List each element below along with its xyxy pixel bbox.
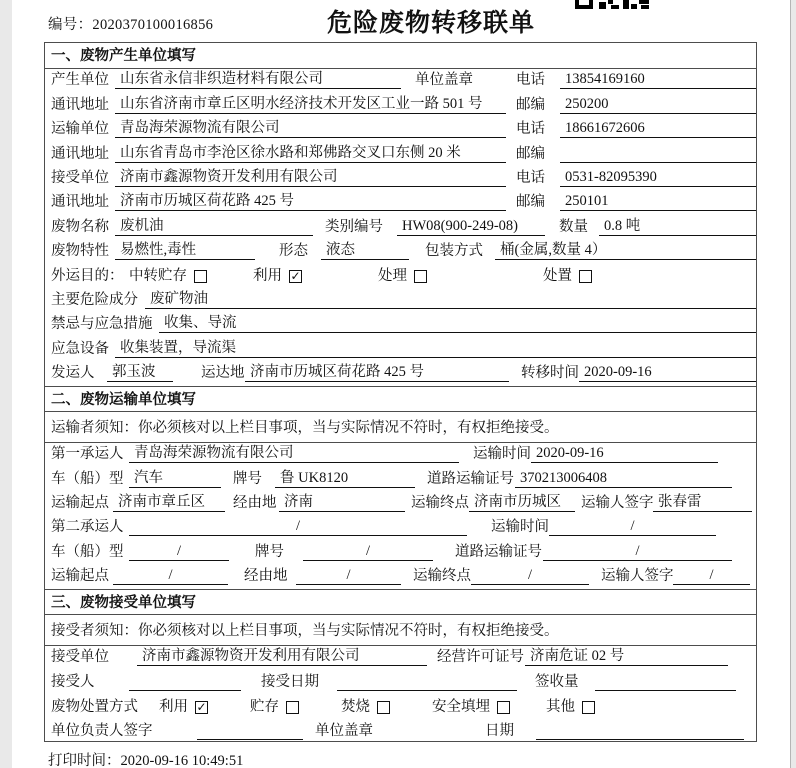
route2-end-label: 运输终点: [413, 567, 471, 584]
receiver-phone-label: 电话: [516, 169, 545, 186]
responsible-signature-label: 单位负责人签字: [51, 723, 153, 740]
serial-label: 编号：: [48, 17, 93, 33]
waste-property-label: 废物特性: [51, 243, 109, 260]
unit-stamp-label: 单位盖章: [415, 72, 473, 89]
license-number-value: 济南危证 02 号: [525, 647, 728, 666]
row-disposal-method: [45, 695, 756, 720]
route-via-value: 济南: [279, 493, 405, 512]
transporter-phone-value: 18661672606: [560, 119, 756, 138]
section-producer: [45, 43, 756, 386]
road-permit2-value: /: [543, 542, 732, 561]
section-producer-title: 一、废物产生单位填写: [45, 43, 756, 69]
page-title: 危险废物转移联单: [326, 9, 535, 37]
second-carrier-label: 第二承运人: [51, 519, 124, 536]
transport-time-value: 2020-09-16: [531, 444, 718, 463]
transfer-storage-checkbox: [194, 270, 207, 283]
date-value: [536, 721, 744, 740]
dispose-label: 处置: [543, 267, 572, 284]
row-responsible-signature: [45, 720, 756, 742]
row-transporter-unit: [45, 118, 756, 142]
receiver-address-value: 济南市历城区荷花路 425 号: [115, 192, 506, 211]
route-end-value: 济南市历城区: [469, 493, 575, 512]
accept-date-label: 接受日期: [261, 674, 319, 691]
route2-end-value: /: [471, 566, 589, 585]
date-label: 日期: [485, 723, 514, 740]
vehicle-type-value: 汽车: [129, 469, 221, 488]
route-end-label: 运输终点: [411, 494, 469, 511]
utilize-checkbox: ✓: [290, 268, 301, 283]
section-receiver: [45, 589, 756, 742]
print-time: [48, 749, 243, 768]
receiver-unit-value: 济南市鑫源物资开发利用有限公司: [115, 168, 506, 187]
waste-name-value: 废机油: [115, 217, 313, 236]
route-origin-value: 济南市章丘区: [113, 493, 225, 512]
qr-code-fragment: [575, 0, 651, 9]
accept-date-value: [337, 672, 517, 691]
transporter-address-label: 通讯地址: [51, 145, 109, 162]
transport-time2-label: 运输时间: [491, 519, 549, 536]
treat-label: 处理: [378, 267, 407, 284]
disposal-store-label: 贮存: [250, 698, 279, 715]
waste-property-value: 易燃性,毒性: [115, 241, 255, 260]
row-transport-route2: [45, 565, 756, 589]
transfer-purpose-label: 外运目的：: [51, 267, 124, 284]
emergency-measures-label: 禁忌与应急措施: [51, 316, 153, 333]
vehicle-type-label: 车（船）型: [51, 470, 124, 487]
first-carrier-value: 青岛海荣源物流有限公司: [129, 444, 459, 463]
row-receiver-address: [45, 191, 756, 215]
transport-time-label: 运输时间: [473, 446, 531, 463]
plate-number2-label: 牌号: [255, 543, 284, 560]
route2-via-value: /: [296, 566, 401, 585]
row-transport-route: [45, 492, 756, 516]
producer-address-value: 山东省济南市章丘区明水经济技术开发区工业一路 501 号: [115, 95, 506, 114]
dispose-checkbox: [579, 270, 592, 283]
emergency-equipment-label: 应急设备: [51, 340, 109, 357]
disposal-method-label: 废物处置方式: [51, 698, 138, 715]
route2-origin-value: /: [113, 566, 228, 585]
transfer-time-label: 转移时间: [521, 365, 579, 382]
form-state-value: 液态: [321, 241, 409, 260]
receiver-phone-value: 0531-82095390: [560, 168, 756, 187]
disposal-incinerate-label: 焚烧: [341, 698, 370, 715]
packing-value: 桶(金属,数量 4）: [495, 241, 756, 260]
road-permit-value: 370213006408: [515, 469, 732, 488]
receiver-zip-value: 250101: [560, 192, 756, 211]
quantity-label: 数量: [559, 218, 588, 235]
utilize-label: 利用: [253, 267, 282, 284]
row-transfer-purpose: [45, 264, 756, 288]
producer-unit-value: 山东省永信非织造材料有限公司: [115, 70, 401, 89]
emergency-measures-value: 收集、导流: [159, 314, 756, 333]
consignor-label: 发运人: [51, 365, 95, 382]
transfer-time-value: 2020-09-16: [579, 363, 756, 382]
responsible-signature-value: [197, 721, 303, 740]
accepting-unit-label: 接受单位: [51, 649, 109, 666]
unit-stamp2-label: 单位盖章: [315, 723, 373, 740]
first-carrier-label: 第一承运人: [51, 446, 124, 463]
row-transporter-address: [45, 142, 756, 166]
carrier-signature-value: 张春雷: [653, 493, 752, 512]
plate-number2-value: /: [303, 542, 433, 561]
route2-origin-label: 运输起点: [51, 567, 109, 584]
treat-checkbox: [414, 270, 427, 283]
row-acceptor: [45, 670, 756, 695]
row-vehicle-type: [45, 467, 756, 491]
document-page: [12, 0, 791, 768]
row-waste-property: [45, 240, 756, 264]
quantity-value: 0.8 吨: [599, 217, 756, 236]
license-number-label: 经营许可证号: [437, 649, 524, 666]
print-time-value: 2020-09-16 10:49:51: [120, 753, 244, 768]
carrier2-signature-value: /: [673, 566, 750, 585]
road-permit2-label: 道路运输证号: [455, 543, 542, 560]
route-via-label: 经由地: [233, 494, 277, 511]
receipt-quantity-value: [595, 672, 736, 691]
disposal-other-checkbox: [582, 701, 595, 714]
waste-name-label: 废物名称: [51, 218, 109, 235]
consignor-value: 郭玉波: [107, 363, 173, 382]
acceptor-label: 接受人: [51, 674, 95, 691]
category-code-label: 类别编号: [325, 218, 383, 235]
row-producer-unit: [45, 69, 756, 93]
print-time-label: 打印时间：: [48, 753, 121, 768]
transporter-unit-label: 运输单位: [51, 121, 109, 138]
row-vehicle-type2: [45, 540, 756, 564]
plate-number-value: 鲁 UK8120: [275, 469, 415, 488]
packing-label: 包装方式: [425, 243, 483, 260]
transporter-address-value: 山东省青岛市李沧区徐水路和郑佛路交叉口东侧 20 米: [115, 144, 506, 163]
receiver-zip-label: 邮编: [516, 194, 545, 211]
disposal-landfill-label: 安全填埋: [432, 698, 490, 715]
transfer-storage-label: 中转贮存: [129, 267, 187, 284]
vehicle-type2-label: 车（船）型: [51, 543, 124, 560]
producer-phone-label: 电话: [516, 72, 545, 89]
hazard-component-label: 主要危险成分: [51, 291, 138, 308]
section-receiver-title: 三、废物接受单位填写: [45, 589, 756, 615]
category-code-value: HW08(900-249-08): [397, 217, 545, 236]
road-permit-label: 道路运输证号: [427, 470, 514, 487]
row-accepting-unit: [45, 646, 756, 671]
receiver-address-label: 通讯地址: [51, 194, 109, 211]
acceptor-value: [129, 672, 241, 691]
destination-label: 运达地: [201, 365, 245, 382]
route-origin-label: 运输起点: [51, 494, 109, 511]
carrier2-signature-label: 运输人签字: [601, 567, 674, 584]
transporter-phone-label: 电话: [516, 121, 545, 138]
disposal-landfill-checkbox: [497, 701, 510, 714]
row-emergency-equipment: [45, 337, 756, 361]
plate-number-label: 牌号: [233, 470, 262, 487]
transporter-zip-label: 邮编: [516, 145, 545, 162]
section-transporter-title: 二、废物运输单位填写: [45, 386, 756, 412]
vehicle-type2-value: /: [129, 542, 229, 561]
document-header: [12, 0, 790, 42]
producer-zip-label: 邮编: [516, 96, 545, 113]
producer-zip-value: 250200: [560, 95, 756, 114]
second-carrier-value: /: [129, 517, 467, 536]
disposal-other-label: 其他: [546, 698, 575, 715]
receiver-unit-label: 接受单位: [51, 169, 109, 186]
receiver-notice: 接受者须知：你必须核对以上栏目事项，当与实际情况不符时，有权拒绝接受。: [45, 615, 756, 646]
producer-address-label: 通讯地址: [51, 96, 109, 113]
row-waste-name: [45, 215, 756, 239]
disposal-incinerate-checkbox: [377, 701, 390, 714]
destination-value: 济南市历城区荷花路 425 号: [245, 363, 509, 382]
disposal-utilize-label: 利用: [159, 698, 188, 715]
manifest-form: [44, 42, 757, 742]
section-transporter: [45, 386, 756, 589]
producer-phone-value: 13854169160: [560, 70, 756, 89]
transporter-unit-value: 青岛海荣源物流有限公司: [115, 119, 506, 138]
row-receiver-unit: [45, 167, 756, 191]
route2-via-label: 经由地: [244, 567, 288, 584]
serial-value: 2020370100016856: [92, 17, 214, 33]
transport-time2-value: /: [549, 517, 716, 536]
disposal-store-checkbox: [286, 701, 299, 714]
transporter-zip-value: [560, 144, 756, 163]
row-consignor: [45, 362, 756, 386]
hazard-component-value: 废矿物油: [145, 290, 756, 309]
form-state-label: 形态: [279, 243, 308, 260]
emergency-equipment-value: 收集装置，导流渠: [115, 339, 756, 358]
receipt-quantity-label: 签收量: [535, 674, 579, 691]
row-second-carrier: [45, 516, 756, 540]
row-emergency-measures: [45, 313, 756, 337]
row-hazard-component: [45, 289, 756, 313]
producer-unit-label: 产生单位: [51, 72, 109, 89]
transporter-notice: 运输者须知：你必须核对以上栏目事项，当与实际情况不符时，有权拒绝接受。: [45, 412, 756, 443]
carrier-signature-label: 运输人签字: [581, 494, 654, 511]
disposal-utilize-checkbox: ✓: [196, 699, 207, 714]
accepting-unit-value: 济南市鑫源物资开发利用有限公司: [137, 647, 427, 666]
row-first-carrier: [45, 443, 756, 467]
row-producer-address: [45, 93, 756, 117]
